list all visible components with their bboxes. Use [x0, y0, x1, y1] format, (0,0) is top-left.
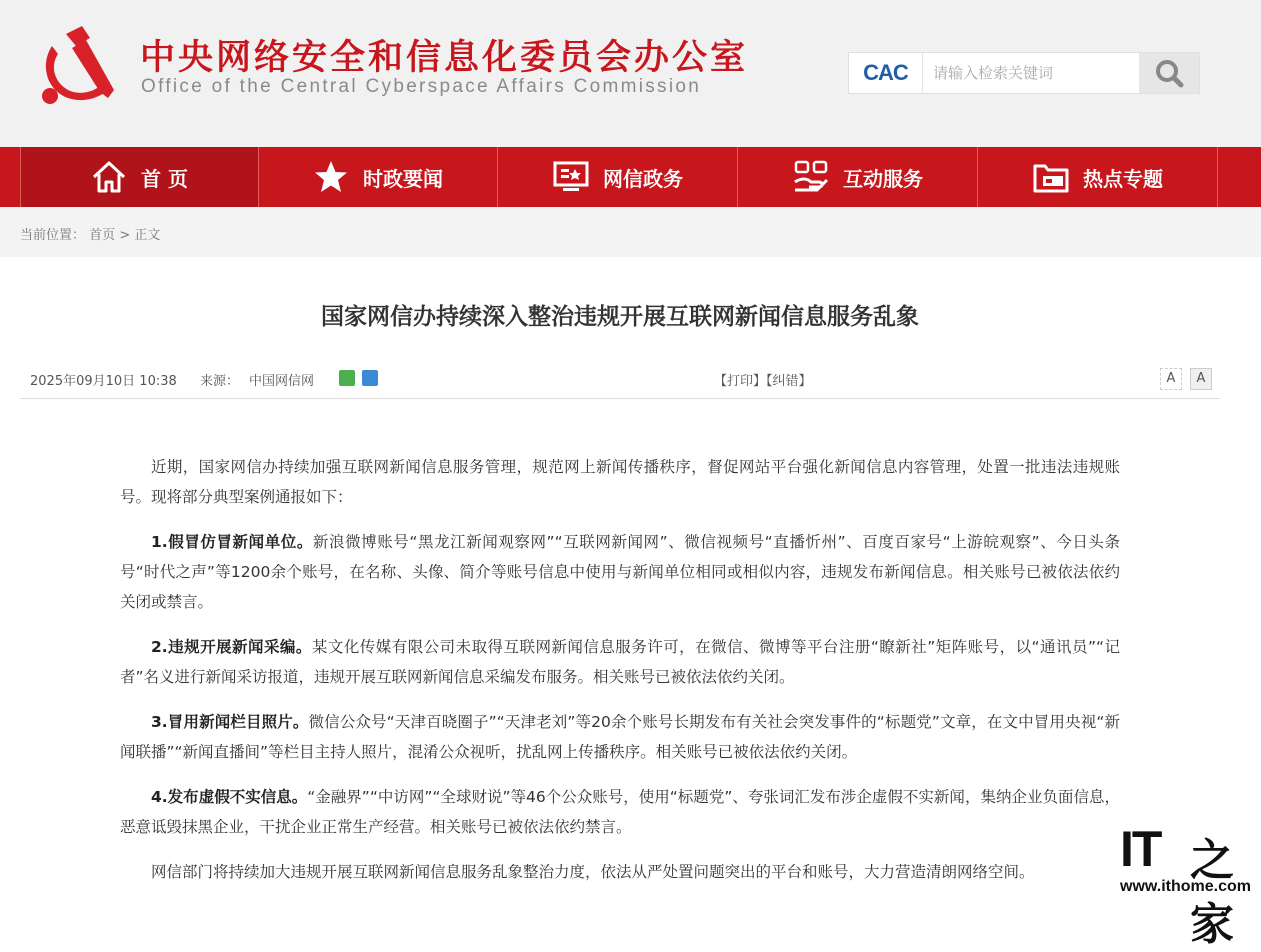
nav-label-news: 时政要闻: [363, 166, 443, 191]
print-link[interactable]: 【打印】: [714, 374, 767, 389]
nav-item-topics[interactable]: [979, 147, 1218, 207]
article-content: [120, 452, 1120, 902]
nav-item-interactive[interactable]: [739, 147, 978, 207]
nav-item-home[interactable]: [20, 147, 259, 207]
meta-divider: [20, 398, 1220, 399]
case-text: “金融界”“中访网”“全球财说”等46个公众账号，使用“标题党”、夸张词汇发布涉企虚假不实新闻，集纳企业负面信息，恶意诋毁抹黑企业，干扰企业正常生产经营。相关账号已被依法依约禁言。: [120, 788, 1120, 836]
nav-label-topics: 热点专题: [1083, 166, 1163, 191]
case-text: 微信公众号“天津百晓圈子”“天津老刘”等20余个账号长期发布有关社会突发事件的“标题党”文章，在文中冒用央视“新闻联播”“新闻直播间”等栏目主持人照片，混淆公众视听，扰乱网上传播秩序。相关账号已被依法依约关闭。: [120, 713, 1120, 761]
watermark-char: 之家: [1190, 835, 1234, 950]
article-closing: 网信部门将持续加大违规开展互联网新闻信息服务乱象整治力度，依法从严处置问题突出的平台和账号，大力营造清朗网络空间。: [151, 863, 1035, 881]
case-text: 某文化传媒有限公司未取得互联网新闻信息服务许可，在微信、微博等平台注册“瞭新社”矩阵账号，以“通讯员”“记者”名义进行新闻采访报道，违规开展互联网新闻信息采编发布服务。相关账号已被依法依约关闭。: [120, 638, 1120, 686]
site-title-english: Office of the Central Cyberspace Affairs Commission: [141, 76, 702, 97]
nav-label-interactive: 互动服务: [843, 166, 923, 191]
main-nav: [0, 147, 1261, 207]
site-header: [0, 0, 1261, 147]
breadcrumb-label: 当前位置：: [20, 228, 86, 243]
case-heading: 3.冒用新闻栏目照片。: [151, 713, 309, 731]
nav-item-government[interactable]: [499, 147, 738, 207]
search-box: [848, 52, 1200, 94]
case-paragraph: [120, 632, 1120, 692]
case-heading: 1.假冒仿冒新闻单位。: [151, 533, 313, 551]
breadcrumb-home-link[interactable]: 首页: [89, 228, 116, 243]
cac-logo-text: CAC: [863, 60, 908, 85]
case-heading: 4.发布虚假不实信息。: [151, 788, 308, 806]
home-icon: [91, 160, 127, 194]
watermark-url: www.ithome.com: [1120, 878, 1251, 895]
handshake-icon: [793, 160, 829, 194]
case-paragraph: [120, 782, 1120, 842]
case-text: 新浪微博账号“黑龙江新闻观察网”“互联网新闻网”、微信视频号“直播忻州”、百度百家号“上游皖观察”、今日头条号“时代之声”等1200余个账号，在名称、头像、简介等账号信息中使用与新闻单位相同或相似内容，违规发布新闻信息。相关账号已被依法依约关闭或禁言。: [120, 533, 1120, 611]
publish-date: 2025年09月10日 10:38: [30, 374, 177, 389]
breadcrumb: [20, 224, 160, 243]
search-input[interactable]: [923, 53, 1139, 93]
wechat-share-icon[interactable]: [339, 370, 355, 386]
nav-label-government: 网信政务: [603, 166, 683, 191]
font-increase-button[interactable]: A: [1190, 368, 1212, 390]
qzone-share-icon[interactable]: [362, 370, 378, 386]
search-button[interactable]: [1139, 53, 1199, 93]
ithome-watermark: [1120, 820, 1260, 950]
article-meta: [20, 370, 1220, 396]
case-heading: 2.违规开展新闻采编。: [151, 638, 312, 656]
article-actions: [714, 370, 812, 389]
case-paragraph: [120, 707, 1120, 767]
article-intro: 近期，国家网信办持续加强互联网新闻信息服务管理，规范网上新闻传播秩序，督促网站平台强化新闻信息内容管理，处置一批违法违规账号。现将部分典型案例通报如下：: [120, 458, 1120, 506]
breadcrumb-bar: [0, 207, 1261, 257]
star-icon: [313, 160, 349, 194]
nav-label-home: 首 页: [141, 166, 188, 191]
folder-icon: [1033, 160, 1069, 194]
breadcrumb-current: 正文: [134, 228, 161, 243]
nav-item-news[interactable]: [259, 147, 498, 207]
correct-link[interactable]: 【纠错】: [766, 374, 812, 389]
site-title[interactable]: 中央网络安全和信息化委员会办公室: [140, 38, 749, 78]
case-paragraph: [120, 527, 1120, 617]
watermark-logo: IT: [1120, 821, 1161, 877]
cac-logo: [849, 53, 923, 93]
monitor-icon: [553, 160, 589, 194]
breadcrumb-separator: >: [119, 228, 131, 243]
article-title: 国家网信办持续深入整治违规开展互联网新闻信息服务乱象: [321, 304, 919, 330]
party-emblem-icon: [38, 24, 122, 106]
source-label: 来源：: [200, 374, 240, 389]
search-icon: [1154, 58, 1184, 88]
source-name: 中国网信网: [249, 374, 315, 389]
font-decrease-button[interactable]: A: [1160, 368, 1182, 390]
